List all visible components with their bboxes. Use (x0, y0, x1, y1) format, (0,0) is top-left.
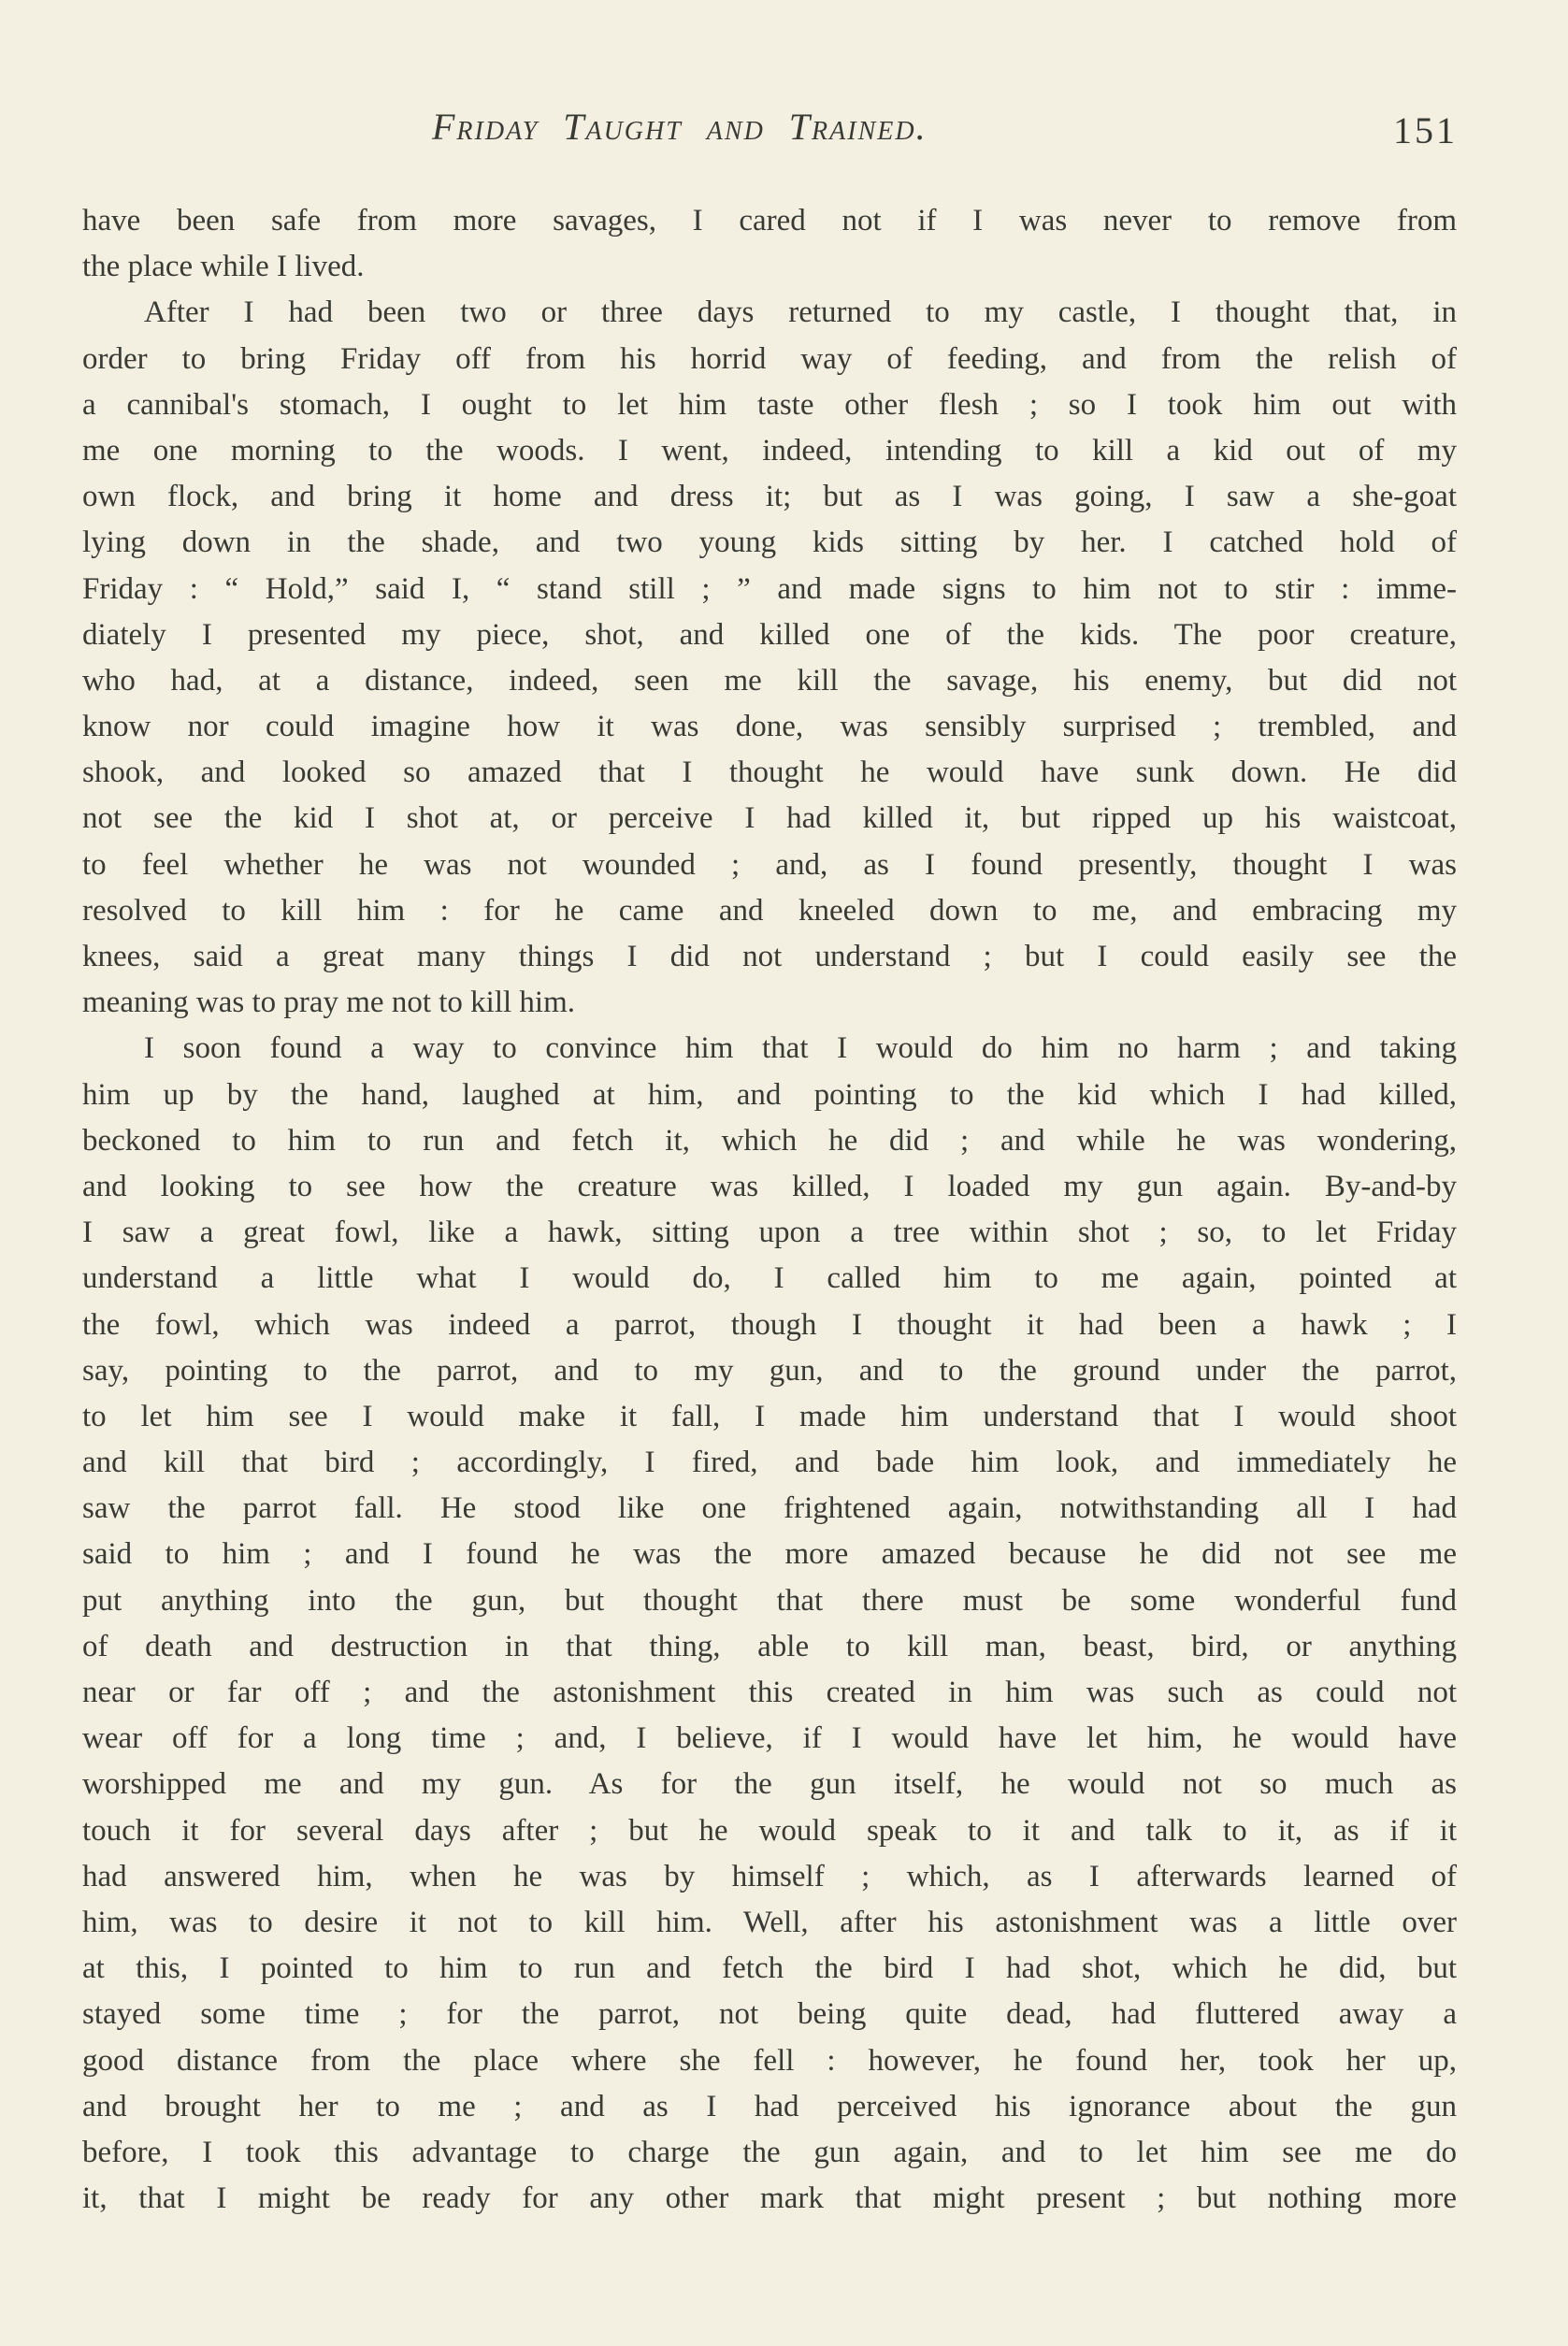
text-line: say, pointing to the parrot, and to my gun, and to the ground under the parrot, (82, 1353, 1457, 1388)
text-line: shook, and looked so amazed that I thought he would have sunk down. He did (82, 756, 1457, 790)
text-line: order to bring Friday off from his horrid way of feeding, and from the relish of (82, 341, 1457, 376)
text-line: I saw a great fowl, like a hawk, sitting upon a tree within shot ; so, to let Friday (82, 1216, 1457, 1250)
text-line: I soon found a way to convince him that I would do him no harm ; and taking (144, 1031, 1457, 1066)
page-number: 151 (1393, 109, 1458, 151)
text-line: know nor could imagine how it was done, was sensibly surprised ; trembled, and (82, 710, 1457, 744)
text-line: the fowl, which was indeed a parrot, though I thought it had been a hawk ; I (82, 1307, 1457, 1342)
text-line: diately I presented my piece, shot, and killed one of the kids. The poor creature, (82, 617, 1457, 652)
text-line: After I had been two or three days returned to my castle, I thought that, in (144, 295, 1457, 330)
text-line: it, that I might be ready for any other mark that might present ; but nothing more (82, 2181, 1457, 2216)
text-line: a cannibal's stomach, I ought to let him taste other flesh ; so I took him out with (82, 387, 1457, 422)
text-line: of death and destruction in that thing, able to kill man, beast, bird, or anything (82, 1629, 1457, 1663)
text-line: to let him see I would make it fall, I made him understand that I would shoot (82, 1399, 1457, 1433)
text-line: the place while I lived. (82, 250, 365, 284)
text-line: have been safe from more savages, I cared not if I was never to remove from (82, 204, 1457, 237)
text-line: stayed some time ; for the parrot, not being quite dead, had fluttered away a (82, 1997, 1457, 2032)
text-line: own flock, and bring it home and dress it; but as I was going, I saw a she-goat (82, 480, 1457, 514)
text-line: before, I took this advantage to charge the gun again, and to let him see me do (82, 2135, 1457, 2169)
running-title: Friday Taught and Trained. (432, 106, 928, 148)
text-line: not see the kid I shot at, or perceive I had killed it, but ripped up his waistcoat, (82, 801, 1457, 836)
running-header (0, 105, 1568, 161)
text-line: worshipped me and my gun. As for the gun itself, he would not so much as (82, 1767, 1457, 1802)
text-line: at this, I pointed to him to run and fetch the bird I had shot, which he did, but (82, 1951, 1457, 1986)
text-line: wear off for a long time ; and, I believe, if I would have let him, he would have (82, 1721, 1457, 1756)
text-line: meaning was to pray me not to kill him. (82, 986, 576, 1020)
text-line: and brought her to me ; and as I had perceived his ignorance about the gun (82, 2089, 1457, 2123)
text-line: knees, said a great many things I did not understand ; but I could easily see the (82, 940, 1457, 973)
text-line: and looking to see how the creature was killed, I loaded my gun again. By-and-by (82, 1169, 1457, 1203)
text-line: had answered him, when he was by himself ; which, as I afterwards learned of (82, 1859, 1457, 1893)
text-line: understand a little what I would do, I called him to me again, pointed at (82, 1261, 1457, 1296)
text-line: resolved to kill him : for he came and kneeled down to me, and embracing my (82, 893, 1457, 928)
text-line: touch it for several days after ; but he would speak to it and talk to it, as if it (82, 1813, 1457, 1848)
text-line: Friday : “ Hold,” said I, “ stand still ; ” and made signs to him not to stir : imme- (82, 571, 1457, 606)
text-line: good distance from the place where she fell : however, he found her, took her up, (82, 2043, 1457, 2078)
text-line: who had, at a distance, indeed, seen me kill the savage, his enemy, but did not (82, 663, 1457, 698)
text-line: lying down in the shade, and two young kids sitting by her. I catched hold of (82, 525, 1457, 560)
text-line: me one morning to the woods. I went, indeed, intending to kill a kid out of my (82, 433, 1457, 468)
text-line: put anything into the gun, but thought that there must be some wonderful fund (82, 1583, 1457, 1618)
text-line: to feel whether he was not wounded ; and, as I found presently, thought I was (82, 847, 1457, 882)
text-line: him, was to desire it not to kill him. Well, after his astonishment was a little over (82, 1905, 1457, 1939)
text-line: near or far off ; and the astonishment this created in him was such as could not (82, 1676, 1457, 1709)
text-line: and kill that bird ; accordingly, I fired, and bade him look, and immediately he (82, 1446, 1457, 1480)
body-text (82, 198, 1457, 2222)
text-line: beckoned to him to run and fetch it, which he did ; and while he was wondering, (82, 1123, 1457, 1158)
text-line: saw the parrot fall. He stood like one frightened again, notwithstanding all I had (82, 1491, 1457, 1526)
text-line: said to him ; and I found he was the more amazed because he did not see me (82, 1537, 1457, 1572)
text-line: him up by the hand, laughed at him, and pointing to the kid which I had killed, (82, 1077, 1457, 1112)
